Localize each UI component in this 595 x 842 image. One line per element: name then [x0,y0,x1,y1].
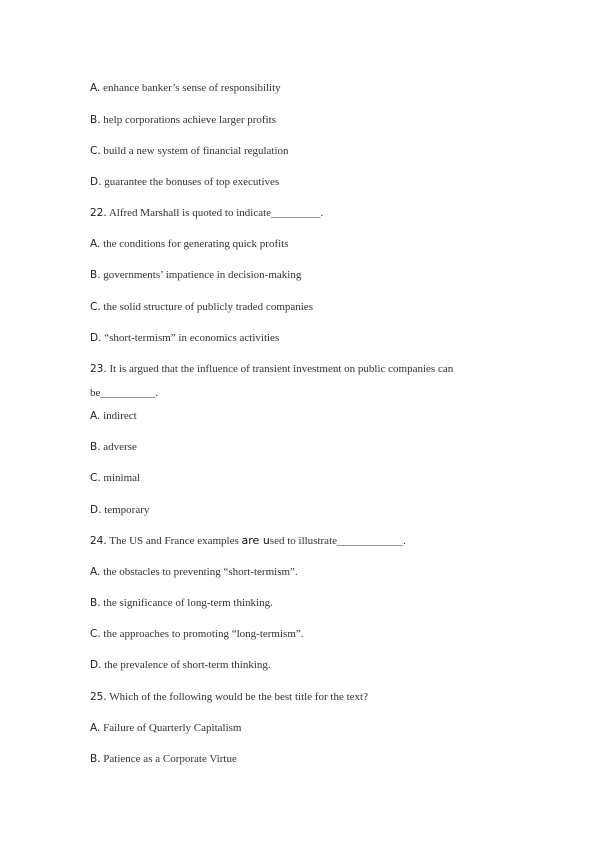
option-marker: D. [90,504,102,516]
option-line [90,331,279,345]
option-text: Patience as a Corporate Virtue [100,753,237,765]
question-line [90,534,406,548]
question-continuation [90,386,158,400]
option-text: build a new system of financial regulation [100,145,289,157]
option-text: the prevalence of short-term thinking. [101,659,271,671]
question-text-emphasis: are u [241,534,270,547]
option-line [90,503,149,517]
option-line [90,565,298,579]
question-number: 23. [90,363,107,375]
option-line [90,300,313,314]
option-line [90,596,273,610]
question-text-rest: sed to illustrate____________. [269,535,406,547]
question-text: be__________. [90,387,159,399]
question-text: Which of the following would be the best title for the text? [106,691,368,703]
option-text: help corporations achieve larger profits [100,114,276,126]
option-text: guarantee the bonuses of top executives [101,176,280,188]
option-line [90,81,281,95]
option-text: temporary [101,504,150,516]
option-marker: A. [90,82,101,94]
option-text: enhance banker’s sense of responsibility [100,82,281,94]
option-line [90,627,304,641]
option-line [90,658,271,672]
option-line [90,113,276,127]
option-marker: B. [90,441,101,453]
question-number: 24. [90,535,107,547]
option-marker: A. [90,238,101,250]
option-marker: A. [90,566,101,578]
option-text: “short-termism” in economics activities [101,332,280,344]
option-text: the conditions for generating quick profits [100,238,289,250]
option-line [90,409,137,423]
option-line [90,175,279,189]
option-line [90,440,137,454]
option-marker: B. [90,597,101,609]
question-line [90,690,368,704]
question-text: The US and France examples [106,535,242,547]
option-marker: D. [90,332,102,344]
option-text: the significance of long-term thinking. [100,597,273,609]
question-text: Alfred Marshall is quoted to indicate_________. [106,207,324,219]
option-text: the approaches to promoting “long-termism”. [100,628,304,640]
option-marker: C. [90,472,101,484]
option-marker: B. [90,114,101,126]
option-text: governments’ impatience in decision-making [100,269,302,281]
option-marker: C. [90,628,101,640]
option-line [90,752,237,766]
option-text: the solid structure of publicly traded companies [100,301,313,313]
option-marker: B. [90,269,101,281]
option-marker: C. [90,145,101,157]
option-text: Failure of Quarterly Capitalism [100,722,242,734]
option-text: adverse [100,441,137,453]
option-line [90,471,140,485]
option-line [90,144,289,158]
option-marker: D. [90,176,102,188]
option-text: indirect [100,410,137,422]
option-marker: A. [90,410,101,422]
question-number: 22. [90,207,107,219]
option-marker: B. [90,753,101,765]
question-line [90,206,323,220]
option-text: the obstacles to preventing “short-termism”. [100,566,298,578]
option-text: minimal [100,472,141,484]
option-marker: A. [90,722,101,734]
option-line [90,268,301,282]
question-number: 25. [90,691,107,703]
option-marker: C. [90,301,101,313]
option-line [90,721,241,735]
option-marker: D. [90,659,102,671]
question-line [90,362,453,376]
option-line [90,237,289,251]
question-text: It is argued that the influence of transient investment on public companies can [106,363,454,375]
